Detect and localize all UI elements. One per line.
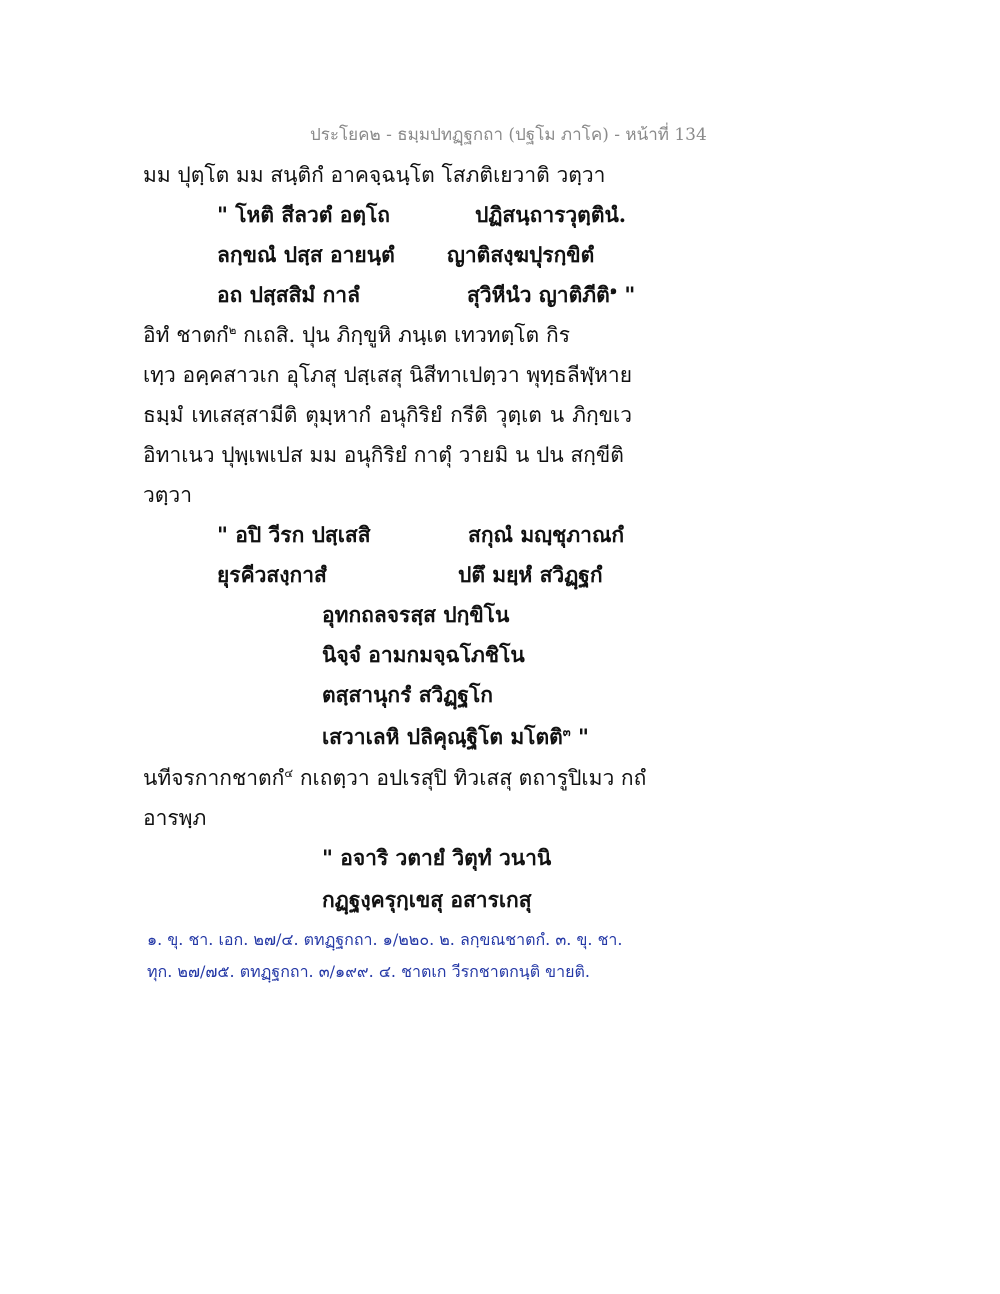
verse2-line-2-right	[458, 560, 603, 590]
paragraph-text: เทฺว อคฺคสาวเก อุโภสุ ปสฺเสสุ นิสีทาเปตฺวา พุทฺธลีฬฺหาย	[143, 363, 632, 387]
verse-text: " โหติ สีลวตํ อตฺโถ	[217, 202, 390, 227]
verse-text: " อจาริ วตายํ วิตุทํ วนานิ	[322, 845, 552, 870]
verse-text: เสวาเลหิ ปลิคุณฺฐิโต มโตติ	[322, 724, 563, 749]
verse-text: สกุณํ มญฺชุภาณกํ	[468, 522, 625, 547]
verse-text: ตสฺสานุกรํ สวิฏฺฐโก	[322, 682, 494, 707]
verse2-line-2-left	[217, 560, 327, 590]
stanza-line-1	[322, 600, 509, 630]
verse1-line-2-right	[447, 240, 594, 270]
footnote-text: ทุก. ๒๗/๗๕. ตทฏฺฐกถา. ๓/๑๙๙. ๔. ชาตเก วีรกชาตกนฺติ ขายติ.	[147, 962, 590, 981]
paragraph-text: ธมฺมํ เทเสสฺสามีติ ตุมฺหากํ อนุกิริยํ กรีติ วุตฺเต น ภิกฺขเว	[143, 403, 632, 427]
verse3-line-1	[322, 843, 551, 873]
paragraph-text: อิทํ ชาตกํ	[143, 323, 229, 347]
paragraph-text: นทีจรกากชาตกํ	[143, 766, 285, 790]
verse1-line-1-right	[475, 200, 626, 230]
paragraph-text: อารพฺภ	[143, 806, 207, 830]
verse1-line-2-left	[217, 240, 395, 270]
intro-line-text: มม ปุตฺโต มม สนฺติกํ อาคจฺฉนฺโต โสภติเยวาติ วตฺวา	[143, 163, 606, 187]
verse-text: สุวิหีนํว ญาติภีติ	[467, 282, 610, 307]
footnote-marker: ๔	[284, 766, 294, 780]
verse-text: ลกฺขณํ ปสฺส อายนฺตํ	[217, 242, 395, 267]
verse2-line-1-right	[468, 520, 624, 550]
verse-text: อถ ปสฺสสิมํ กาลํ	[217, 282, 360, 307]
stanza-line-4	[322, 722, 589, 752]
verse2-line-1-left	[217, 520, 371, 550]
verse-text: " อปิ วีรก ปสฺเสสิ	[217, 522, 371, 547]
paragraph-text: วตฺวา	[143, 483, 193, 507]
paragraph-text: กเถสิ. ปุน ภิกฺขูหิ ภนฺเต เทวทตฺโต กิร	[236, 323, 571, 347]
paragraph1-line-3	[143, 400, 632, 430]
paragraph-text: อิทาเนว ปุพฺเพเปส มม อนุกิริยํ กาตุํ วายมิ น ปน สกฺขีติ	[143, 443, 624, 467]
verse-text: ยุรคีวสงฺกาสํ	[217, 562, 327, 587]
verse-text: ญาติสงฺฆปุรกฺขิตํ	[447, 242, 595, 267]
paragraph1-line-2	[143, 360, 632, 390]
paragraph1-line-1	[143, 320, 570, 350]
verse1-line-3-left	[217, 280, 360, 310]
verse1-line-3-right	[467, 280, 635, 310]
verse-text: ปฏิสนฺถารวุตฺตินํ.	[475, 202, 627, 227]
footnote-marker: ๓	[562, 725, 571, 739]
footnote-line-2	[147, 959, 590, 985]
verse-text: อุทกถลจรสฺส ปกฺขิโน	[322, 602, 510, 627]
paragraph2-line-1	[143, 763, 647, 793]
page-header-text: ประโยค๒ - ธมฺมปทฏฺฐกถา (ปฐโม ภาโค) - หน้าที่ 134	[310, 125, 707, 145]
page-header	[310, 122, 707, 148]
paragraph1-line-4	[143, 440, 624, 470]
verse-text: นิจฺจํ อามกมจฺฉโภชิโน	[322, 642, 525, 667]
footnote-marker: ๒	[228, 323, 237, 337]
verse1-line-1-left	[217, 200, 390, 230]
verse3-line-2	[322, 885, 532, 915]
verse-text: "	[617, 282, 636, 307]
verse-text: "	[570, 724, 589, 749]
stanza-line-2	[322, 640, 525, 670]
paragraph2-line-2	[143, 803, 206, 833]
footnote-line-1	[147, 927, 623, 953]
verse-text: กฏฺฐงฺครุกฺเขสุ อสารเกสุ	[322, 887, 532, 912]
verse-text: ปตึ มยฺหํ สวิฏฺฐกํ	[458, 562, 603, 587]
stanza-line-3	[322, 680, 493, 710]
paragraph1-line-5	[143, 480, 192, 510]
intro-line	[143, 160, 605, 190]
footnote-marker: ๑	[609, 283, 618, 297]
paragraph-text: กเถตฺวา อปเรสุปิ ทิวเสสุ ตถารูปิเมว กถํ	[293, 766, 647, 790]
footnote-text: ๑. ขุ. ชา. เอก. ๒๗/๔. ตทฏฺฐกถา. ๑/๒๒๐. ๒. ลกฺขณชาตกํ. ๓. ขุ. ชา.	[147, 930, 623, 949]
